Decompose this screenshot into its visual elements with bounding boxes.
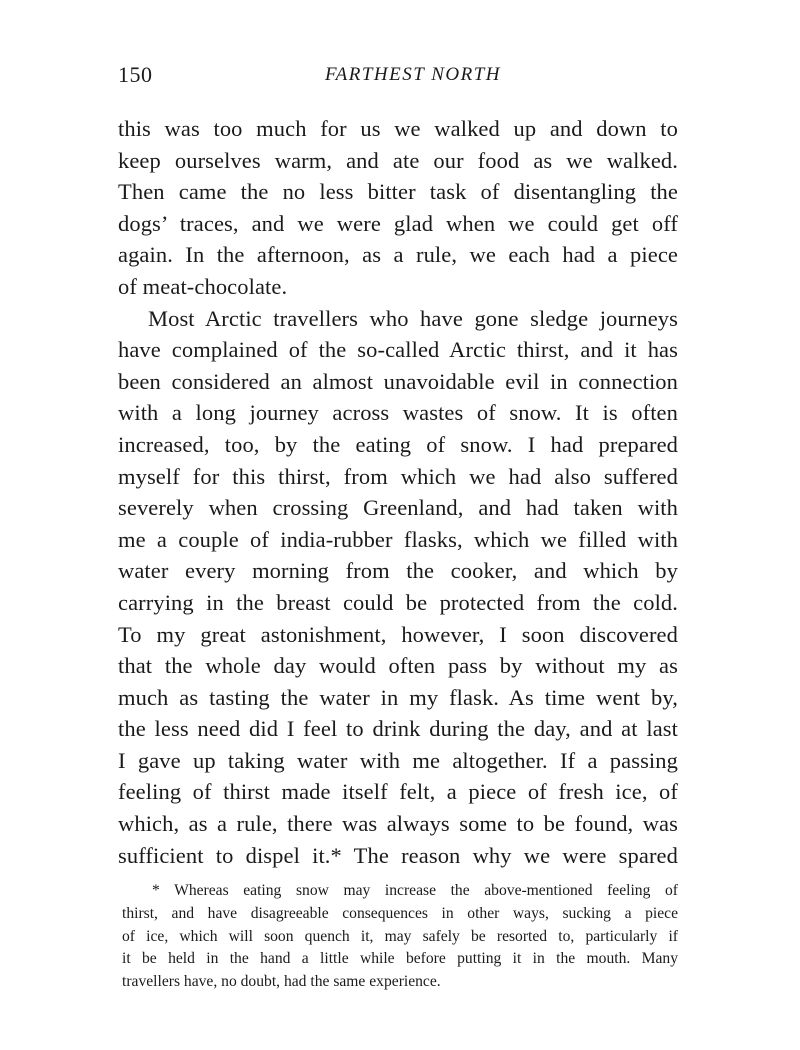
body-line: Most Arctic travellers who have gone sledge journeys xyxy=(148,305,678,331)
body-line: I gave up taking water with me altogether. If a passing xyxy=(118,747,678,773)
body-text xyxy=(118,113,678,871)
body-line: this was too much for us we walked up and down to xyxy=(118,116,678,141)
body-line: To my great astonishment, however, I soon discovered xyxy=(118,621,678,647)
body-line: of meat-chocolate. xyxy=(118,273,288,299)
page-header xyxy=(118,62,678,92)
body-line: much as tasting the water in my flask. As time went by, xyxy=(118,684,678,710)
body-line: dogs’ traces, and we were glad when we could get off xyxy=(118,210,678,236)
body-line: Then came the no less bitter task of disentangling the xyxy=(118,179,678,205)
footnote-line: of ice, which will soon quench it, may safely be resorted to, particularly if xyxy=(122,927,678,945)
body-line: with a long journey across wastes of snow. It is often xyxy=(118,400,678,426)
running-title: FARTHEST NORTH xyxy=(324,64,502,85)
body-line: severely when crossing Greenland, and had taken with xyxy=(118,495,678,521)
body-line: increased, too, by the eating of snow. I had prepared xyxy=(118,431,678,457)
body-line: water every morning from the cooker, and which by xyxy=(118,558,678,584)
body-line: feeling of thirst made itself felt, a piece of fresh ice, of xyxy=(118,779,678,805)
footnote-line: travellers have, no doubt, had the same experience. xyxy=(122,973,441,991)
body-line: again. In the afternoon, as a rule, we each had a piece xyxy=(118,242,678,268)
body-line: me a couple of india-rubber flasks, which we filled with xyxy=(118,526,678,552)
body-line: myself for this thirst, from which we had also suffered xyxy=(118,463,678,489)
body-line: keep ourselves warm, and ate our food as we walked. xyxy=(118,147,678,173)
page-number: 150 xyxy=(118,62,153,87)
footnote-line: thirst, and have disagreeable consequences in other ways, sucking a piece xyxy=(122,904,678,922)
body-line: have complained of the so-called Arctic thirst, and it has xyxy=(118,337,678,363)
body-line: been considered an almost unavoidable evil in connection xyxy=(118,368,678,394)
footnote-line: * Whereas eating snow may increase the above-mentioned feeling of xyxy=(152,882,678,899)
body-line: which, as a rule, there was always some to be found, was xyxy=(118,811,678,837)
body-line: carrying in the breast could be protected from the cold. xyxy=(118,589,678,615)
body-line: sufficient to dispel it.* The reason why we were spared xyxy=(118,842,678,868)
footnote-line: it be held in the hand a little while before putting it in the mouth. Many xyxy=(122,950,678,968)
body-line: that the whole day would often pass by without my as xyxy=(118,653,678,679)
body-line: the less need did I feel to drink during the day, and at last xyxy=(118,716,678,742)
footnote xyxy=(122,880,678,994)
